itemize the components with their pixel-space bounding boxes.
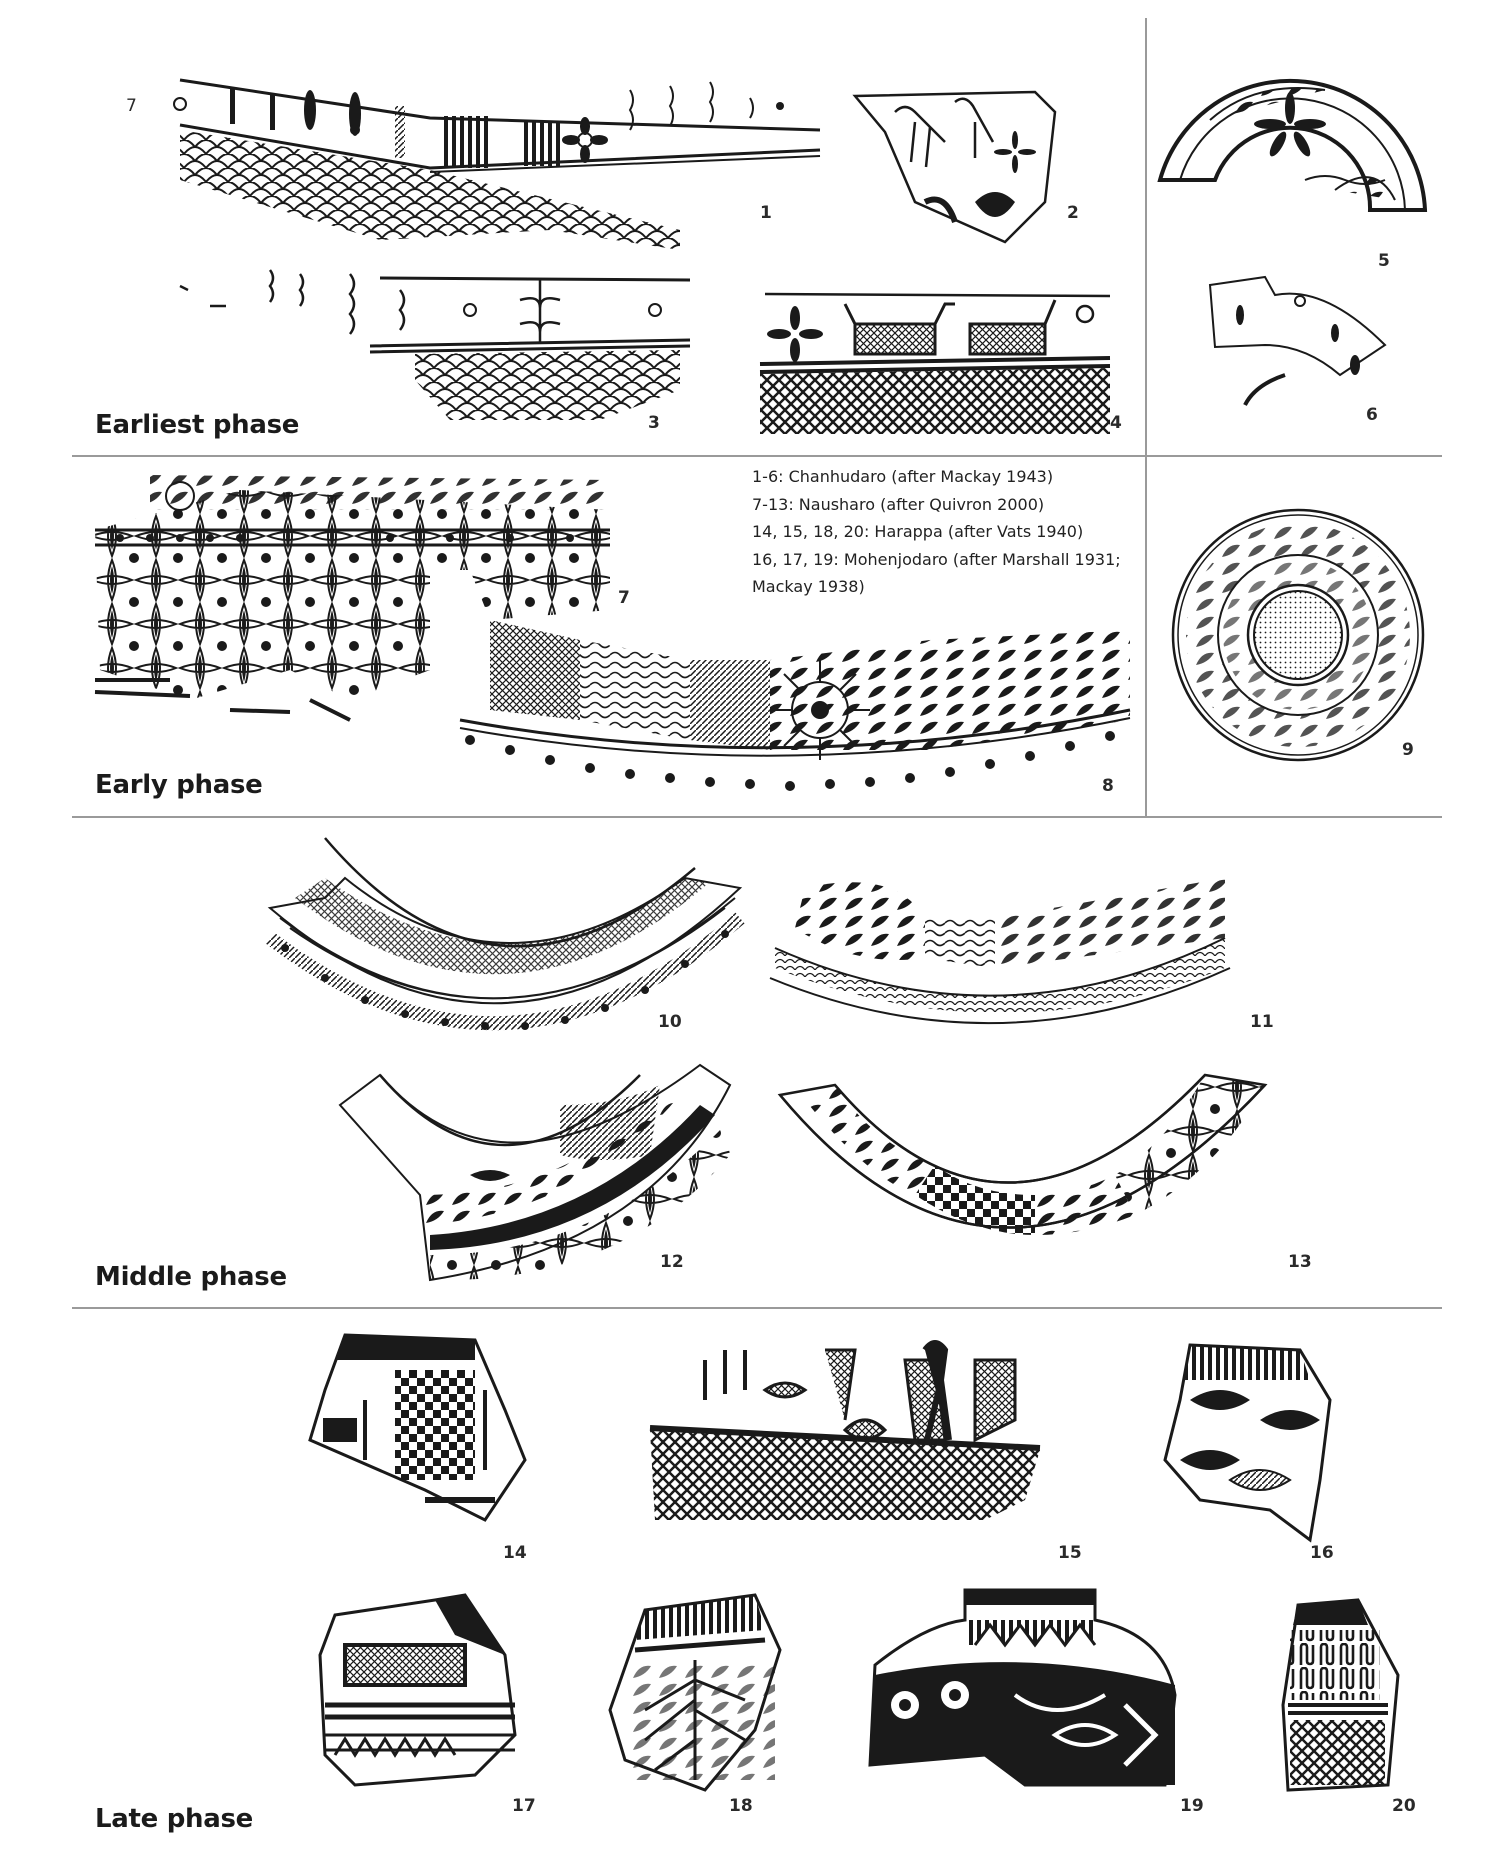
figure-number-15: 15 (1058, 1543, 1082, 1563)
phase-title-early: Early phase (95, 770, 263, 800)
figure-number-10: 10 (658, 1012, 682, 1032)
fig1-side-mark: 7 (126, 96, 137, 116)
sherd-figure-16 (1160, 1340, 1330, 1545)
sherd-figure-20 (1278, 1595, 1398, 1795)
figure-number-13: 13 (1288, 1252, 1312, 1272)
figure-number-7: 7 (618, 588, 630, 608)
divider-early-middle (72, 816, 1442, 818)
sherd-figure-12 (320, 1045, 730, 1285)
sherd-figure-10 (265, 838, 745, 1038)
figure-number-5: 5 (1378, 251, 1390, 271)
sherd-figure-17 (315, 1595, 515, 1785)
figure-number-3: 3 (648, 413, 660, 433)
figure-number-20: 20 (1392, 1796, 1416, 1816)
figure-number-19: 19 (1180, 1796, 1204, 1816)
figure-number-2: 2 (1067, 203, 1079, 223)
figure-number-4: 4 (1110, 413, 1122, 433)
figure-number-6: 6 (1366, 405, 1378, 425)
figure-number-8: 8 (1102, 776, 1114, 796)
source-credits (752, 463, 1152, 601)
credit-line: Mackay 1938) (752, 577, 865, 596)
sherd-figure-15 (645, 1340, 1045, 1530)
figure-number-16: 16 (1310, 1543, 1334, 1563)
divider-middle-late (72, 1307, 1442, 1309)
sherd-figure-6 (1205, 275, 1390, 415)
figure-number-14: 14 (503, 1543, 527, 1563)
credit-line: 16, 17, 19: Mohenjodaro (after Marshall 1931; (752, 549, 1121, 569)
sherd-figure-4 (755, 284, 1115, 434)
credit-line: 7-13: Nausharo (after Quivron 2000) (752, 494, 1045, 514)
sherd-figure-11 (765, 858, 1235, 1028)
sherd-figure-8 (450, 610, 1140, 810)
figure-number-1: 1 (760, 203, 772, 223)
figure-number-9: 9 (1402, 740, 1414, 760)
credit-line: 1-6: Chanhudaro (after Mackay 1943) (752, 467, 1054, 486)
sherd-figure-18 (605, 1590, 780, 1790)
phase-title-late: Late phase (95, 1804, 254, 1834)
sherd-figure-13 (775, 1065, 1265, 1275)
sherd-figure-5 (1155, 80, 1435, 240)
sherd-figure-3 (170, 270, 700, 430)
figure-number-12: 12 (660, 1252, 684, 1272)
sherd-figure-14 (305, 1330, 525, 1530)
figure-number-17: 17 (512, 1796, 536, 1816)
credit-line: 14, 15, 18, 20: Harappa (after Vats 1940) (752, 522, 1084, 541)
sherd-figure-2 (855, 92, 1055, 244)
phase-title-middle: Middle phase (95, 1262, 287, 1292)
phase-title-earliest: Earliest phase (95, 410, 300, 440)
sherd-figure-9 (1168, 505, 1428, 765)
divider-earliest-early (72, 455, 1442, 457)
sherd-figure-19 (865, 1585, 1175, 1790)
figure-number-11: 11 (1250, 1012, 1274, 1032)
figure-number-18: 18 (729, 1796, 753, 1816)
divider-vertical-top (1145, 18, 1147, 816)
sherd-figure-1 (140, 70, 820, 250)
